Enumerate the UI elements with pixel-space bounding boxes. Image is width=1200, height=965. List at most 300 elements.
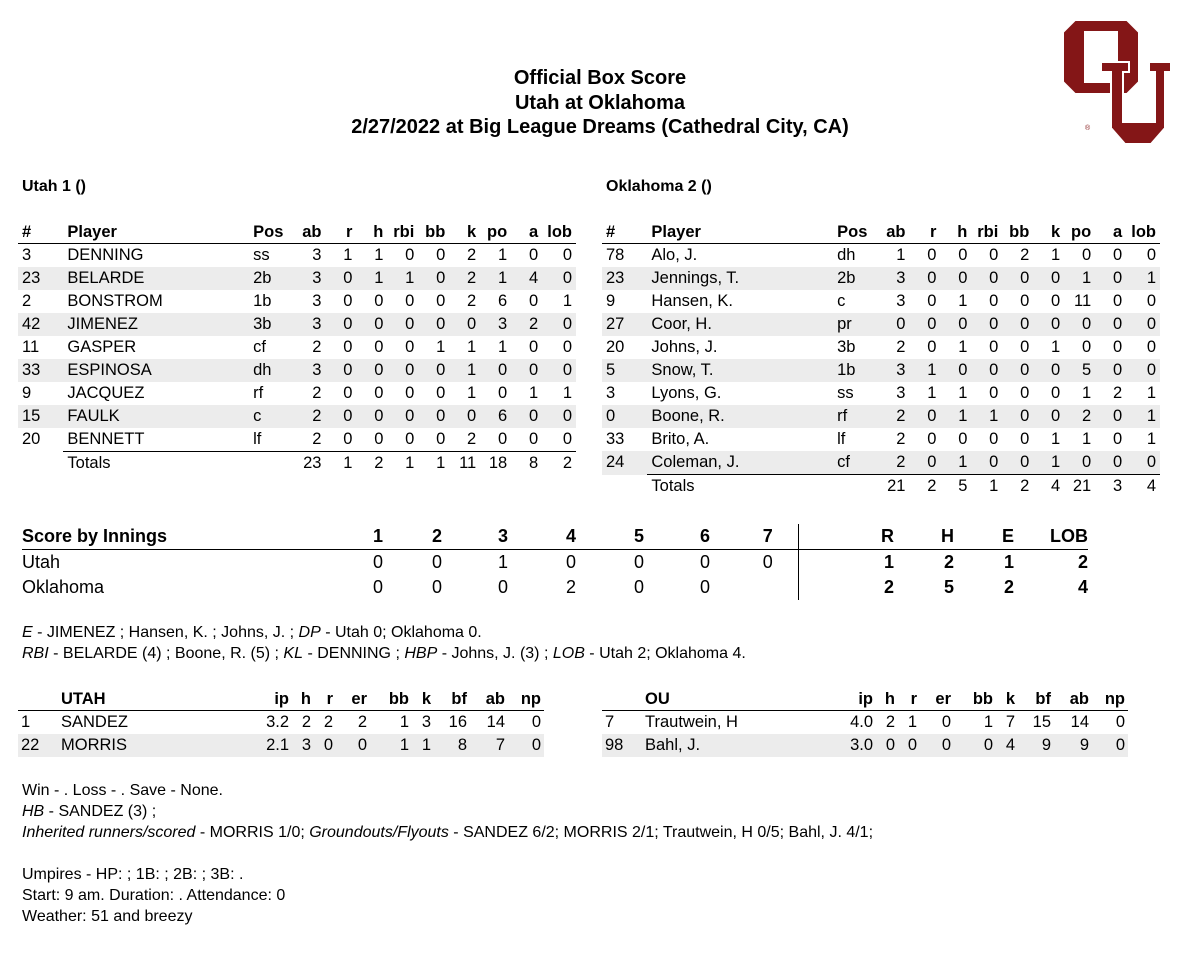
stat-cell: 0 xyxy=(1002,405,1033,428)
stat-cell: 0 xyxy=(876,734,898,757)
stat-cell: 0 xyxy=(602,405,647,428)
stat-cell: 2 xyxy=(449,267,480,290)
player-name: BONSTROM xyxy=(67,292,163,310)
col-header-lob: lob xyxy=(542,221,576,244)
inning-score: 0 xyxy=(372,552,383,572)
stat-cell: 1 xyxy=(971,405,1002,428)
stat-cell: 0 xyxy=(405,338,415,356)
stat-cell: 33 xyxy=(606,430,625,448)
home-batting-table xyxy=(602,221,1160,498)
stat-cell: 1 xyxy=(909,359,940,382)
totals-cell: 1 xyxy=(418,452,449,476)
inning-header: 2 xyxy=(404,524,470,550)
stat-cell: 0 xyxy=(1064,451,1095,475)
stat-cell: 0 xyxy=(927,292,937,310)
stat-cell: 1 xyxy=(958,338,968,356)
stat-cell: 27 xyxy=(602,313,647,336)
stat-cell: 0 xyxy=(954,734,996,757)
stat-cell: 0 xyxy=(436,430,446,448)
stat-cell: dh xyxy=(837,246,856,264)
pitch-col-spacer xyxy=(18,688,58,711)
totals-cell: 1 xyxy=(971,475,1002,499)
player-row xyxy=(18,336,576,359)
dp-text: - Utah 0; Oklahoma 0. xyxy=(320,624,482,641)
stat-cell: 1 xyxy=(1051,338,1061,356)
stat-cell: 14 xyxy=(486,713,505,731)
stat-cell: 23 xyxy=(18,267,63,290)
hb-text: - SANDEZ (3) ; xyxy=(44,803,157,820)
summary-value: 2 xyxy=(883,577,894,597)
player-name: Coleman, J. xyxy=(647,451,833,475)
stat-cell: rf xyxy=(833,405,878,428)
pitch-col-header-bb: bb xyxy=(370,688,412,711)
summary-header-r: R xyxy=(814,524,894,550)
player-name: GASPER xyxy=(67,338,137,356)
ir-text: - MORRIS 1/0; xyxy=(195,824,310,841)
stat-cell: 2 xyxy=(467,292,477,310)
stat-cell: 0 xyxy=(971,359,1002,382)
home-pitching-table xyxy=(602,688,1128,757)
stat-cell: 20 xyxy=(22,430,41,449)
pitching-notes xyxy=(22,780,873,843)
stat-cell: 6 xyxy=(498,292,508,310)
stat-cell: 0 xyxy=(325,405,356,428)
e-label: E xyxy=(22,624,33,641)
stat-cell: 2 xyxy=(323,713,333,731)
stat-cell: 1 xyxy=(467,384,477,402)
player-row xyxy=(602,290,1160,313)
stat-cell: 2 xyxy=(896,338,906,356)
summary-value: 4 xyxy=(1077,577,1088,597)
stat-cell: cf xyxy=(253,338,266,356)
umpires-line: Umpires - HP: ; 1B: ; 2B: ; 3B: . xyxy=(22,866,244,883)
stat-cell: 0 xyxy=(374,384,384,402)
summary-value: 2 xyxy=(1003,577,1014,597)
stat-cell: 0 xyxy=(405,384,415,402)
player-name: JIMENEZ xyxy=(63,313,249,336)
totals-row xyxy=(602,475,1160,499)
stat-cell: 22 xyxy=(18,734,58,757)
stat-cell: dh xyxy=(249,359,294,382)
stat-cell: 3 xyxy=(896,292,906,310)
player-name: BENNETT xyxy=(67,430,145,448)
stat-cell: 0 xyxy=(325,267,356,290)
totals-cell: 1 xyxy=(325,452,356,476)
stat-cell: 2 xyxy=(312,384,322,402)
col-header-ab: ab xyxy=(879,221,910,244)
player-name: FAULK xyxy=(63,405,249,428)
player-row xyxy=(18,359,576,382)
stat-cell: 0 xyxy=(418,359,449,382)
inherited-line xyxy=(22,822,873,843)
stat-cell: 0 xyxy=(405,430,415,448)
stat-cell: 0 xyxy=(314,734,336,757)
stat-cell: 1 xyxy=(467,338,477,356)
player-row xyxy=(602,336,1160,359)
col-header-player: Player xyxy=(647,221,833,244)
stat-cell: 0 xyxy=(343,430,353,448)
pitch-col-header-ab: ab xyxy=(470,688,508,711)
player-name: Boone, R. xyxy=(647,405,833,428)
pitching-team-label: UTAH xyxy=(58,688,244,711)
hbp-text: - Johns, J. (3) ; xyxy=(437,645,553,662)
inning-score: 0 xyxy=(372,577,383,597)
stat-cell: 1 xyxy=(1082,430,1092,448)
inning-score: 0 xyxy=(699,552,710,572)
stat-cell: 3 xyxy=(606,384,616,402)
totals-cell: 11 xyxy=(449,452,480,476)
stat-cell: 5 xyxy=(1064,359,1095,382)
totals-cell: 4 xyxy=(1126,475,1160,499)
stat-cell: 3 xyxy=(312,246,322,264)
stat-cell: 3 xyxy=(879,267,910,290)
player-name: Johns, J. xyxy=(651,338,718,356)
inning-score xyxy=(738,575,798,600)
stat-cell: 0 xyxy=(971,451,1002,475)
stat-cell: 0 xyxy=(989,430,999,448)
stat-cell: 7 xyxy=(1005,713,1015,731)
stat-cell: 2 xyxy=(357,713,367,731)
totals-label: Totals xyxy=(63,452,294,476)
stat-cell: 0 xyxy=(1082,246,1092,264)
stat-cell: 0 xyxy=(1020,384,1030,402)
col-header-r: r xyxy=(909,221,940,244)
stat-cell: 14 xyxy=(1070,713,1089,731)
col-header-rbi: rbi xyxy=(971,221,1002,244)
stat-cell: 98 xyxy=(602,734,642,757)
stat-cell: 0 xyxy=(941,713,951,731)
stat-cell: 0 xyxy=(920,734,954,757)
inning-score: 0 xyxy=(565,552,576,572)
stat-cell: 1 xyxy=(896,246,906,264)
stat-cell: pr xyxy=(833,313,878,336)
stat-cell: 9 xyxy=(22,384,32,402)
stat-cell: 0 xyxy=(325,359,356,382)
stat-cell: 0 xyxy=(1002,267,1033,290)
col-header-po: po xyxy=(480,221,511,244)
stat-cell: 0 xyxy=(1095,451,1126,475)
player-name: Hansen, K. xyxy=(651,292,734,310)
lob-text: - Utah 2; Oklahoma 4. xyxy=(584,645,746,662)
player-name: DENNING xyxy=(67,246,144,264)
totals-cell: 2 xyxy=(542,452,576,476)
pitching-team-label: OU xyxy=(642,688,828,711)
linescore-divider xyxy=(798,524,814,550)
stat-cell: 0 xyxy=(343,338,353,356)
stat-cell: 1 xyxy=(958,292,968,310)
pitcher-row xyxy=(602,711,1128,735)
totals-row xyxy=(18,452,576,476)
col-header-a: a xyxy=(1095,221,1126,244)
stat-cell: 1 xyxy=(1082,384,1092,402)
stat-cell: 0 xyxy=(989,384,999,402)
stat-cell: 0 xyxy=(418,313,449,336)
stat-cell: 1 xyxy=(1126,405,1160,428)
stat-cell: 9 xyxy=(1054,734,1092,757)
stat-cell: 0 xyxy=(1126,451,1160,475)
player-row xyxy=(602,267,1160,290)
stat-cell: 0 xyxy=(542,359,576,382)
stat-cell: 2.1 xyxy=(244,734,292,757)
hb-line xyxy=(22,801,873,822)
stat-cell: 0 xyxy=(1002,313,1033,336)
pitch-col-header-r: r xyxy=(898,688,920,711)
inning-score: 0 xyxy=(497,577,508,597)
stat-cell: 0 xyxy=(387,405,418,428)
player-row xyxy=(18,382,576,405)
ou-logo xyxy=(1063,18,1171,156)
player-row xyxy=(602,382,1160,405)
col-header-bb: bb xyxy=(418,221,449,244)
stat-cell: 1 xyxy=(1146,430,1156,448)
summary-value: 2 xyxy=(1077,552,1088,572)
pitch-col-header-h: h xyxy=(876,688,898,711)
stat-cell: 6 xyxy=(480,405,511,428)
stat-cell: 42 xyxy=(18,313,63,336)
inning-header: 1 xyxy=(352,524,404,550)
stat-cell: 0 xyxy=(1146,292,1156,310)
player-row xyxy=(18,267,576,290)
totals-label: Totals xyxy=(647,475,878,499)
stat-cell: 0 xyxy=(528,292,539,310)
col-header-h: h xyxy=(356,221,387,244)
weather-line: Weather: 51 and breezy xyxy=(22,908,193,925)
col-header-num: # xyxy=(18,221,63,244)
stat-cell: 0 xyxy=(418,267,449,290)
pitch-col-header-r: r xyxy=(314,688,336,711)
col-header-r: r xyxy=(325,221,356,244)
player-row xyxy=(18,313,576,336)
stat-cell: 1 xyxy=(412,734,434,757)
linescore-title: Score by Innings xyxy=(22,524,352,550)
stat-cell: 2 xyxy=(467,246,477,264)
col-header-ab: ab xyxy=(295,221,326,244)
dp-label: DP xyxy=(298,624,321,641)
summary-value: 1 xyxy=(1003,552,1014,572)
pitch-col-header-bf: bf xyxy=(434,688,470,711)
player-name: BELARDE xyxy=(63,267,249,290)
totals-spacer xyxy=(602,475,647,499)
stat-cell: 7 xyxy=(605,713,615,731)
linescore-row xyxy=(22,550,1088,576)
stat-cell: 0 xyxy=(562,430,572,448)
stat-cell: 0 xyxy=(1082,338,1092,356)
stat-cell: 2 xyxy=(511,313,542,336)
stat-cell: 0 xyxy=(449,405,480,428)
totals-cell: 21 xyxy=(1064,475,1095,499)
stat-cell: cf xyxy=(833,451,878,475)
inning-score: 0 xyxy=(633,577,644,597)
stat-cell: 5 xyxy=(602,359,647,382)
inning-header: 4 xyxy=(536,524,606,550)
inning-header: 7 xyxy=(738,524,798,550)
stat-cell: 0 xyxy=(436,246,446,264)
stat-cell: 2 xyxy=(896,430,906,448)
stat-cell: 0 xyxy=(542,313,576,336)
stat-cell: 1 xyxy=(1051,430,1061,448)
stat-cell: 11 xyxy=(1074,292,1092,310)
inning-score: 2 xyxy=(565,577,576,597)
player-row xyxy=(602,428,1160,451)
inning-score: 0 xyxy=(738,550,798,576)
stat-cell: 0 xyxy=(989,338,999,356)
totals-cell: 3 xyxy=(1095,475,1126,499)
stat-cell: 2 xyxy=(1064,405,1095,428)
stat-cell: 0 xyxy=(1095,405,1126,428)
stat-cell: 0 xyxy=(909,451,940,475)
stat-cell: 0 xyxy=(971,267,1002,290)
stat-cell: 0 xyxy=(356,313,387,336)
linescore-divider xyxy=(798,575,814,600)
stat-cell: 78 xyxy=(606,246,625,264)
stat-cell: 0 xyxy=(1020,430,1030,448)
pitcher-name: Bahl, J. xyxy=(642,734,828,757)
player-row xyxy=(18,290,576,313)
stat-cell: ss xyxy=(253,246,270,264)
stat-cell: 2 xyxy=(1112,384,1123,402)
stat-cell: 0 xyxy=(542,267,576,290)
pitcher-name: Trautwein, H xyxy=(645,713,738,731)
stat-cell: 1b xyxy=(833,359,878,382)
stat-cell: 33 xyxy=(18,359,63,382)
stat-cell: lf xyxy=(837,430,846,448)
pitcher-name: MORRIS xyxy=(58,734,244,757)
notes-line-2 xyxy=(22,643,746,664)
pitch-col-header-bf: bf xyxy=(1018,688,1054,711)
stat-cell: 1 xyxy=(983,713,993,731)
stat-cell: 0 xyxy=(1115,713,1125,731)
stat-cell: 0 xyxy=(971,313,1002,336)
stat-cell: 0 xyxy=(1092,734,1128,757)
stat-cell: 0 xyxy=(374,338,384,356)
stat-cell: 3 xyxy=(22,246,32,264)
stat-cell: 2b xyxy=(249,267,294,290)
col-header-h: h xyxy=(940,221,971,244)
stat-cell: 3.0 xyxy=(828,734,876,757)
stat-cell: 1 xyxy=(1146,384,1156,402)
stat-cell: 2 xyxy=(879,405,910,428)
stat-cell: 0 xyxy=(418,405,449,428)
totals-cell: 5 xyxy=(940,475,971,499)
stat-cell: 3 xyxy=(879,359,910,382)
away-pitching-table xyxy=(18,688,544,757)
stat-cell: 24 xyxy=(602,451,647,475)
stat-cell: rf xyxy=(253,384,264,402)
totals-cell: 21 xyxy=(879,475,910,499)
kl-label: KL xyxy=(283,645,303,662)
stat-cell: 0 xyxy=(387,313,418,336)
e-text: - JIMENEZ ; Hansen, K. ; Johns, J. ; xyxy=(32,624,299,641)
inning-score: 0 xyxy=(699,577,710,597)
col-header-bb: bb xyxy=(1002,221,1033,244)
stat-cell: 2 xyxy=(312,338,322,356)
stat-cell: 0 xyxy=(1112,430,1123,448)
totals-cell: 23 xyxy=(295,452,326,476)
stat-cell: 4.0 xyxy=(850,713,873,731)
stat-cell: 0 xyxy=(909,313,940,336)
stat-cell: 1 xyxy=(940,451,971,475)
player-row xyxy=(602,451,1160,475)
stat-cell: 1 xyxy=(21,713,31,731)
stat-cell: 0 xyxy=(1033,267,1064,290)
away-batting-table xyxy=(18,221,576,475)
kl-text: - DENNING ; xyxy=(303,645,405,662)
game-notes xyxy=(22,622,746,664)
stat-cell: 1 xyxy=(940,405,971,428)
stat-cell: 0 xyxy=(940,313,971,336)
stat-cell: ss xyxy=(837,384,854,402)
col-header-player: Player xyxy=(63,221,249,244)
stat-cell: 3b xyxy=(837,338,856,356)
col-header-k: k xyxy=(1033,221,1064,244)
stat-cell: 0 xyxy=(909,267,940,290)
stat-cell: 2 xyxy=(295,405,326,428)
rbi-text: - BELARDE (4) ; Boone, R. (5) ; xyxy=(48,645,284,662)
pitch-col-header-bb: bb xyxy=(954,688,996,711)
stat-cell: 0 xyxy=(958,246,968,264)
stat-cell: 3 xyxy=(295,359,326,382)
go-label: Groundouts/Flyouts xyxy=(309,824,449,841)
col-header-k: k xyxy=(449,221,480,244)
stat-cell: 2b xyxy=(833,267,878,290)
pitcher-name: SANDEZ xyxy=(61,713,128,731)
stat-cell: 1 xyxy=(356,267,387,290)
inning-score: 0 xyxy=(431,577,442,597)
title-line-1: Official Box Score xyxy=(513,67,687,89)
stat-cell: 3b xyxy=(249,313,294,336)
pitcher-row xyxy=(602,734,1128,757)
title-line-2: Utah at Oklahoma xyxy=(514,91,686,114)
linescore-row xyxy=(22,575,1088,600)
stat-cell: 0 xyxy=(1020,292,1030,310)
pitch-col-header-k: k xyxy=(412,688,434,711)
stat-cell: 0 xyxy=(1112,246,1123,264)
inning-score: 0 xyxy=(633,552,644,572)
stat-cell: 11 xyxy=(22,338,40,356)
stat-cell: 0 xyxy=(1146,246,1156,264)
stat-cell: 4 xyxy=(996,734,1018,757)
stat-cell: 3 xyxy=(295,313,326,336)
svg-text:®: ® xyxy=(1085,125,1091,132)
stat-cell: 0 xyxy=(562,338,572,356)
stat-cell: 3 xyxy=(292,734,314,757)
stat-cell: 0 xyxy=(879,313,910,336)
stat-cell: 0 xyxy=(1002,451,1033,475)
player-name: Lyons, G. xyxy=(651,384,722,402)
stat-cell: 0 xyxy=(958,430,968,448)
stat-cell: 0 xyxy=(449,313,480,336)
pitch-col-header-k: k xyxy=(996,688,1018,711)
pitch-col-header-ip: ip xyxy=(244,688,292,711)
stat-cell: c xyxy=(249,405,294,428)
totals-cell: 1 xyxy=(387,452,418,476)
totals-cell: 4 xyxy=(1033,475,1064,499)
pitch-col-header-h: h xyxy=(292,688,314,711)
linescore-team: Oklahoma xyxy=(22,577,105,597)
start-line: Start: 9 am. Duration: . Attendance: 0 xyxy=(22,887,286,904)
stat-cell: 0 xyxy=(528,246,539,264)
stat-cell: 0 xyxy=(498,384,508,402)
stat-cell: 0 xyxy=(1095,359,1126,382)
col-header-rbi: rbi xyxy=(387,221,418,244)
stat-cell: 0 xyxy=(940,359,971,382)
stat-cell: 3 xyxy=(312,292,322,310)
stat-cell: 1 xyxy=(374,246,384,264)
summary-header-e: E xyxy=(954,524,1014,550)
player-row xyxy=(18,244,576,268)
col-header-pos: Pos xyxy=(833,221,878,244)
stat-cell: 0 xyxy=(387,359,418,382)
